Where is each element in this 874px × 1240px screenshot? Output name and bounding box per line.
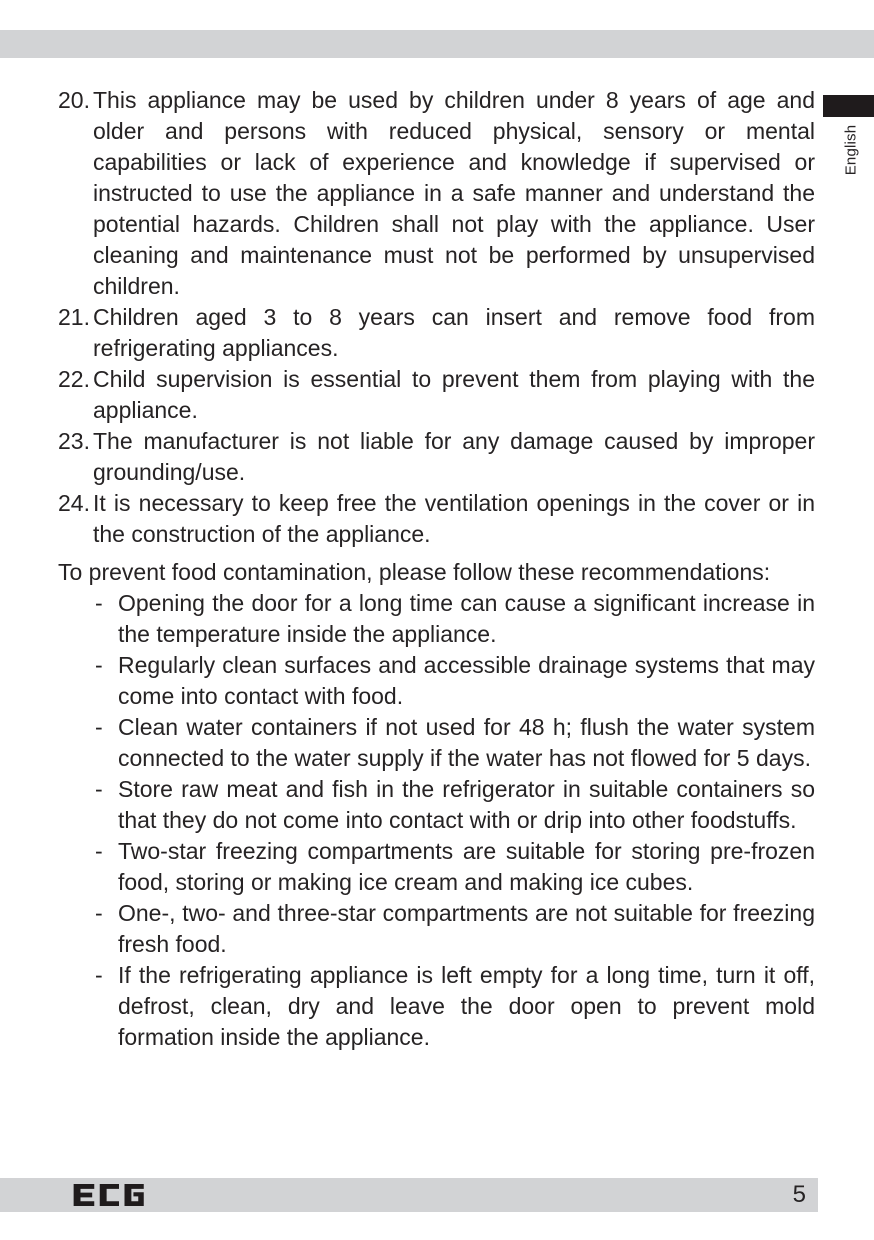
numbered-item-23 <box>58 426 815 488</box>
numbered-item-24 <box>58 488 815 550</box>
item-number: 21. <box>58 304 90 330</box>
item-text: Store raw meat and fish in the refrigerator in suitable containers so that they do not come into contact with or drip into other foodstuffs. <box>118 776 815 833</box>
dash-bullet: - <box>95 838 103 864</box>
item-text: Opening the door for a long time can cause a significant increase in the temperature inside the appliance. <box>118 590 815 647</box>
item-text: It is necessary to keep free the ventilation openings in the cover or in the construction of the appliance. <box>93 490 815 547</box>
recommendation-item-7 <box>58 960 815 1053</box>
numbered-item-20 <box>58 85 815 302</box>
recommendation-item-5 <box>58 836 815 898</box>
recommendations-intro: To prevent food contamination, please follow these recommendations: <box>58 559 771 585</box>
dash-bullet: - <box>95 590 103 616</box>
item-text: Child supervision is essential to prevent them from playing with the appliance. <box>93 366 815 423</box>
language-tab-marker <box>823 95 874 117</box>
dash-bullet: - <box>95 652 103 678</box>
item-text: Two-star freezing compartments are suitable for storing pre-frozen food, storing or making ice cream and making ice cubes. <box>118 838 815 895</box>
dash-bullet: - <box>95 776 103 802</box>
item-number: 20. <box>58 87 90 113</box>
item-text: Clean water containers if not used for 48 h; flush the water system connected to the water supply if the water has not flowed for 5 days. <box>118 714 815 771</box>
dash-bullet: - <box>95 714 103 740</box>
page-number: 5 <box>792 1181 806 1208</box>
item-number: 24. <box>58 490 90 516</box>
item-number: 22. <box>58 366 90 392</box>
language-label: English <box>842 124 860 176</box>
footer-bar <box>0 1178 818 1212</box>
item-text: One-, two- and three-star compartments are not suitable for freezing fresh food. <box>118 900 815 957</box>
numbered-item-22 <box>58 364 815 426</box>
item-text: If the refrigerating appliance is left empty for a long time, turn it off, defrost, clean, dry and leave the door open to prevent mold formation inside the appliance. <box>118 962 815 1050</box>
recommendation-item-6 <box>58 898 815 960</box>
item-number: 23. <box>58 428 90 454</box>
item-text: This appliance may be used by children under 8 years of age and older and persons with reduced physical, sensory or mental capabilities or lack of experience and knowledge if supervised or instructed to use the appliance in a safe manner and understand the potential hazards. Children shall not play with the appliance. User cleaning and maintenance must not be performed by unsupervised children. <box>93 87 815 299</box>
dash-bullet: - <box>95 962 103 988</box>
recommendation-item-4 <box>58 774 815 836</box>
numbered-item-21 <box>58 302 815 364</box>
item-text: Regularly clean surfaces and accessible drainage systems that may come into contact with food. <box>118 652 815 709</box>
page-content <box>58 85 815 1053</box>
top-header-bar <box>0 30 874 58</box>
item-text: The manufacturer is not liable for any damage caused by improper grounding/use. <box>93 428 815 485</box>
recommendation-item-2 <box>58 650 815 712</box>
ecg-logo <box>58 1184 158 1206</box>
recommendation-item-1 <box>58 588 815 650</box>
item-text: Children aged 3 to 8 years can insert and remove food from refrigerating appliances. <box>93 304 815 361</box>
dash-bullet: - <box>95 900 103 926</box>
recommendation-item-3 <box>58 712 815 774</box>
